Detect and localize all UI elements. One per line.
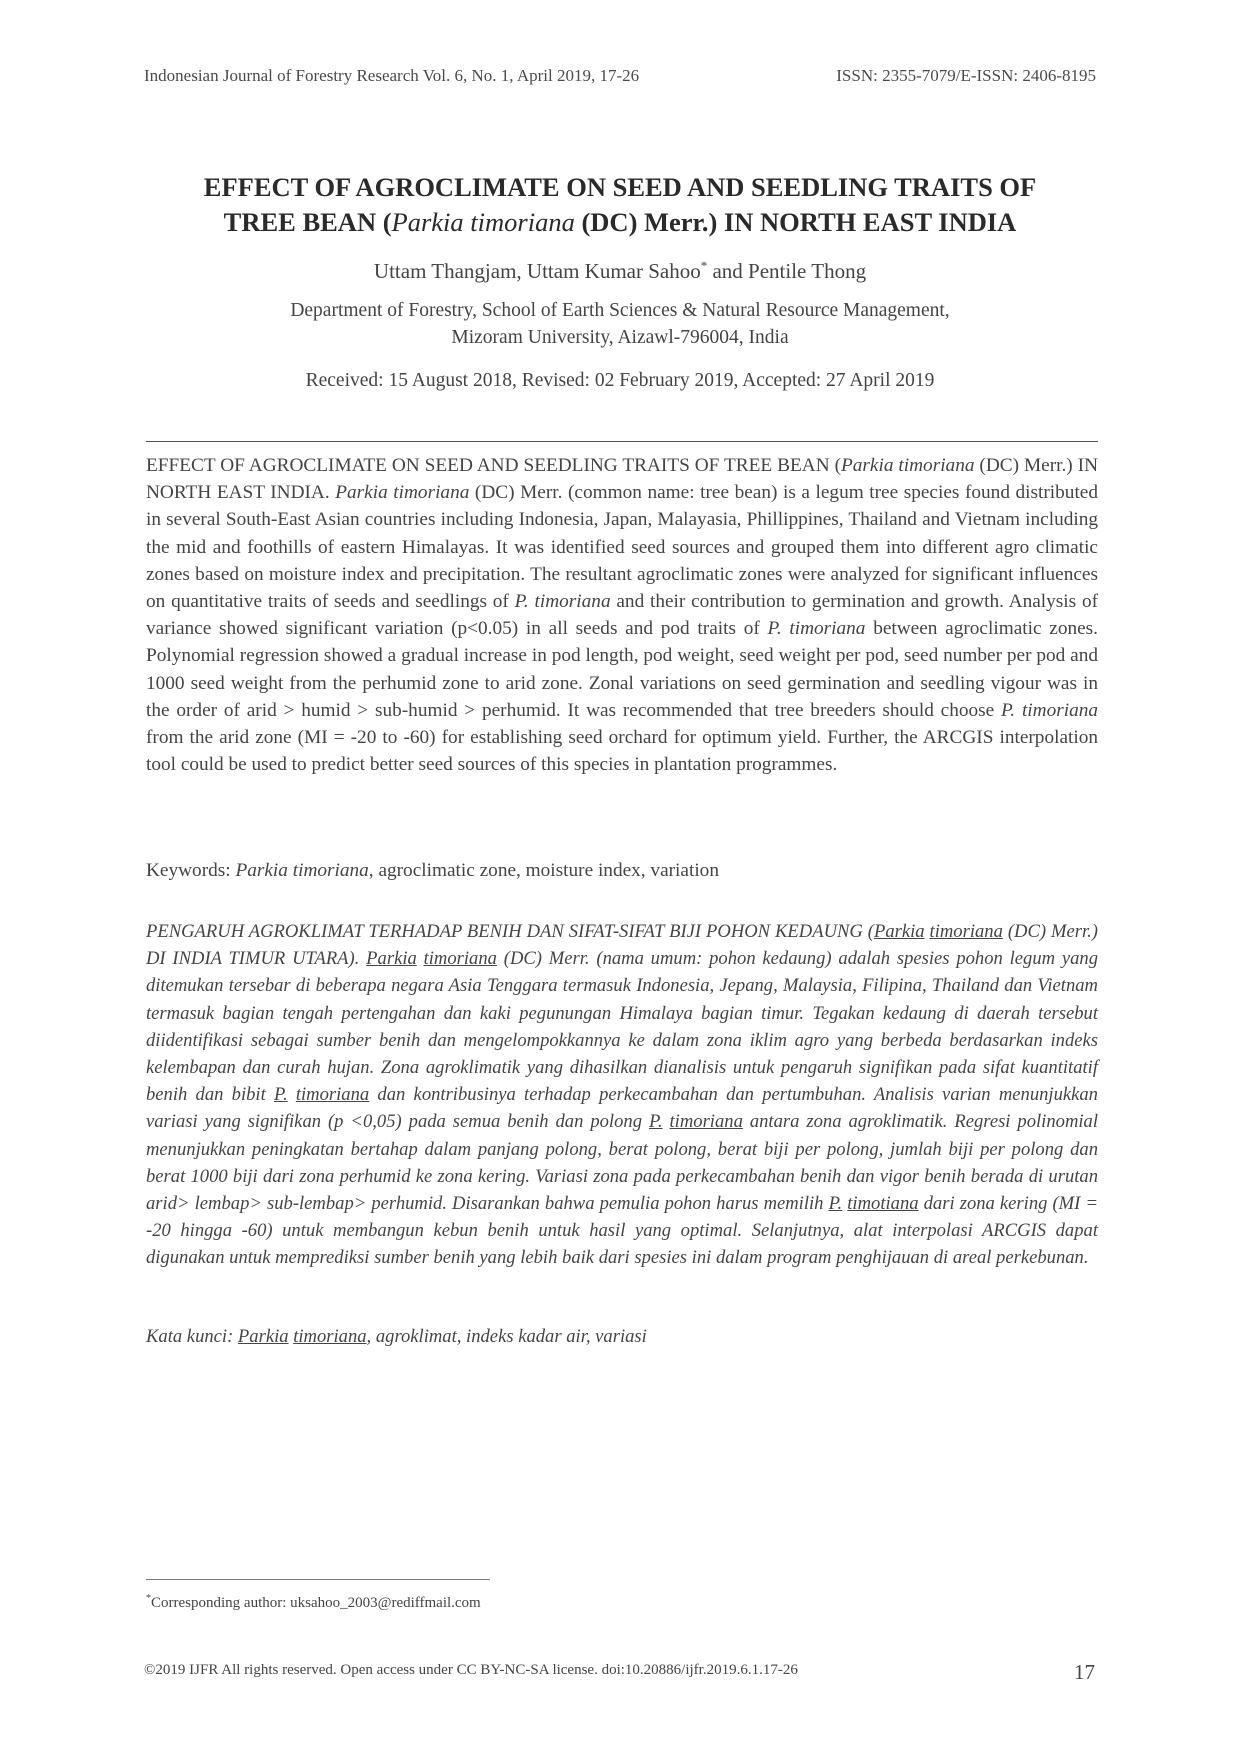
abstrak-text: (DC) Merr.) DI INDIA TIMUR UTARA). <box>146 921 1098 970</box>
affiliation-line-1: Department of Forestry, School of Earth Sciences & Natural Resource Management, <box>290 300 950 321</box>
species-name: P. <box>648 1111 663 1133</box>
keywords-list: , agroclimatic zone, moisture index, variation <box>368 860 719 881</box>
keywords <box>146 860 1098 882</box>
submission-dates: Received: 15 August 2018, Revised: 02 February 2019, Accepted: 27 April 2019 <box>305 370 935 391</box>
affiliation <box>120 297 1120 351</box>
abstract-text: (DC) Merr.) IN NORTH EAST INDIA. <box>146 455 1099 504</box>
species-name: P. <box>274 1084 288 1106</box>
species-name: timoriana <box>929 921 1003 942</box>
abstract-indonesian <box>146 918 1098 1272</box>
journal-citation: Indonesian Journal of Forestry Research Vol. 6, No. 1, April 2019, 17-26 <box>144 66 640 85</box>
species-name: P. <box>828 1193 843 1215</box>
species-name: Parkia timoriana <box>335 482 470 504</box>
abstract-text: and their contribution to germination and growth. Analysis of variance showed significant variation (p<0.05) in all seeds and pod traits of <box>146 591 1099 640</box>
title-line-2-pre: TREE BEAN ( <box>223 207 392 237</box>
article-title <box>120 170 1120 240</box>
kata-kunci-label: Kata kunci: <box>146 1326 238 1347</box>
abstract-text: EFFECT OF AGROCLIMATE ON SEED AND SEEDLING TRAITS OF TREE BEAN ( <box>146 455 841 476</box>
copyright-line: ©2019 IJFR All rights reserved. Open access under CC BY-NC-SA license. doi:10.20886/ijfr.2019.6.1.17-26 <box>144 1662 798 1678</box>
authors <box>120 258 1120 284</box>
kata-kunci <box>146 1326 1098 1348</box>
abstrak-text: PENGARUH AGROKLIMAT TERHADAP BENIH DAN SIFAT-SIFAT BIJI POHON KEDAUNG ( <box>146 921 874 942</box>
species-name: P. timoriana <box>767 618 866 640</box>
species-name: P. timoriana <box>514 591 611 613</box>
species-name: timotiana <box>847 1193 919 1215</box>
footnote-mark: * <box>146 1593 151 1604</box>
species-name: Parkia <box>237 1326 289 1347</box>
author-names-b: and Pentile Thong <box>707 259 867 283</box>
abstrak-text: dari zona kering (MI = -20 hingga -60) untuk membangun kebun benih untuk hasil yang optimal. Selanjutnya, alat interpolasi ARCGIS dapat digunakan untuk memprediksi sumber benih yang lebih baik dari spesies ini dalam program penghijauan di areal perkebunan. <box>146 1193 1098 1269</box>
footnote-text: Corresponding author: uksahoo_2003@rediffmail.com <box>151 1595 481 1611</box>
abstrak-text: (DC) Merr. (nama umum: pohon kedaung) adalah spesies pohon legum yang ditemukan tersebar di beberapa negara Asia Tenggara termasuk Indonesia, Jepang, Malaysia, Filipina, Thailand dan Vietnam termasuk bagian tengah pertengahan dan kaki pegunungan Himalaya bagian timur. Tegakan kedaung di daerah tersebut diidentifikasi sebagai sumber benih dan mengelompokkannya ke dalam zona iklim agro yang berbeda berdasarkan indeks kelembapan dan curah hujan. Zona agroklimatik yang dihasilkan dianalisis untuk pengaruh signifikan pada sifat kuantitatif benih dan bibit <box>146 948 1098 1106</box>
species-name: Parkia timoriana <box>841 455 975 476</box>
species-name: Parkia timoriana <box>235 860 369 881</box>
footnote-divider <box>146 1579 490 1580</box>
title-line-1: EFFECT OF AGROCLIMATE ON SEED AND SEEDLING TRAITS OF <box>203 172 1037 202</box>
species-name: timoriana <box>293 1326 367 1347</box>
abstract-english <box>146 452 1098 778</box>
page-number: 17 <box>1074 1660 1095 1684</box>
species-name: timoriana <box>669 1111 743 1133</box>
title-line-2-post: (DC) Merr.) IN NORTH EAST INDIA <box>574 207 1017 237</box>
corresponding-mark: * <box>700 258 708 273</box>
affiliation-line-2: Mizoram University, Aizawl-796004, India <box>451 327 789 348</box>
abstrak-text: antara zona agroklimatik. Regresi polinomial menunjukkan peningkatan bertahap dalam panjang polong, berat polong, berat biji per polong, jumlah biji per polong dan berat 1000 biji dari zona perhumid ke zona kering. Variasi zona pada perkecambahan benih dan vigor benih berada di urutan arid> lembap> sub-lembap> perhumid. Disarankan bahwa pemulia pohon harus memilih <box>146 1111 1098 1215</box>
abstract-text: from the arid zone (MI = -20 to -60) for establishing seed orchard for optimum yield. Further, the ARCGIS interpolation tool could be used to predict better seed sources of this species in plantation programmes. <box>146 727 1098 776</box>
abstract-text: (DC) Merr. (common name: tree bean) is a legum tree species found distributed in several South-East Asian countries including Indonesia, Japan, Malayasia, Phillippines, Thailand and Vietnam including the mid and foothills of eastern Himalayas. It was identified seed sources and grouped them into different agro climatic zones based on moisture index and precipitation. The resultant agroclimatic zones were analyzed for significant influences on quantitative traits of seeds and seedlings of <box>146 482 1098 613</box>
species-name: Parkia <box>873 921 925 942</box>
species-name: Parkia <box>366 948 417 970</box>
abstract-text: between agroclimatic zones. Polynomial regression showed a gradual increase in pod length, pod weight, seed weight per pod, seed number per pod and 1000 seed weight from the perhumid zone to arid zone. Zonal variations on seed germination and seedling vigour was in the order of arid > humid > sub-humid > perhumid. It was recommended that tree breeders should choose <box>146 618 1098 721</box>
species-name: timoriana <box>423 948 497 970</box>
species-name: timoriana <box>295 1084 370 1106</box>
issn: ISSN: 2355-7079/E-ISSN: 2406-8195 <box>836 66 1096 85</box>
header-divider <box>146 441 1098 442</box>
abstrak-text: dan kontribusinya terhadap perkecambahan dan pertumbuhan. Analisis varian menunjukkan variasi yang signifikan (p <0,05) pada semua benih dan polong <box>146 1084 1098 1133</box>
author-names-a: Uttam Thangjam, Uttam Kumar Sahoo <box>373 259 701 283</box>
running-head <box>144 66 1096 86</box>
corresponding-author-footnote <box>146 1593 481 1612</box>
keywords-label: Keywords: <box>146 860 236 881</box>
kata-kunci-list: , agroklimat, indeks kadar air, variasi <box>366 1326 647 1347</box>
title-species: Parkia timoriana <box>391 207 575 237</box>
species-name: P. timoriana <box>1001 699 1098 721</box>
